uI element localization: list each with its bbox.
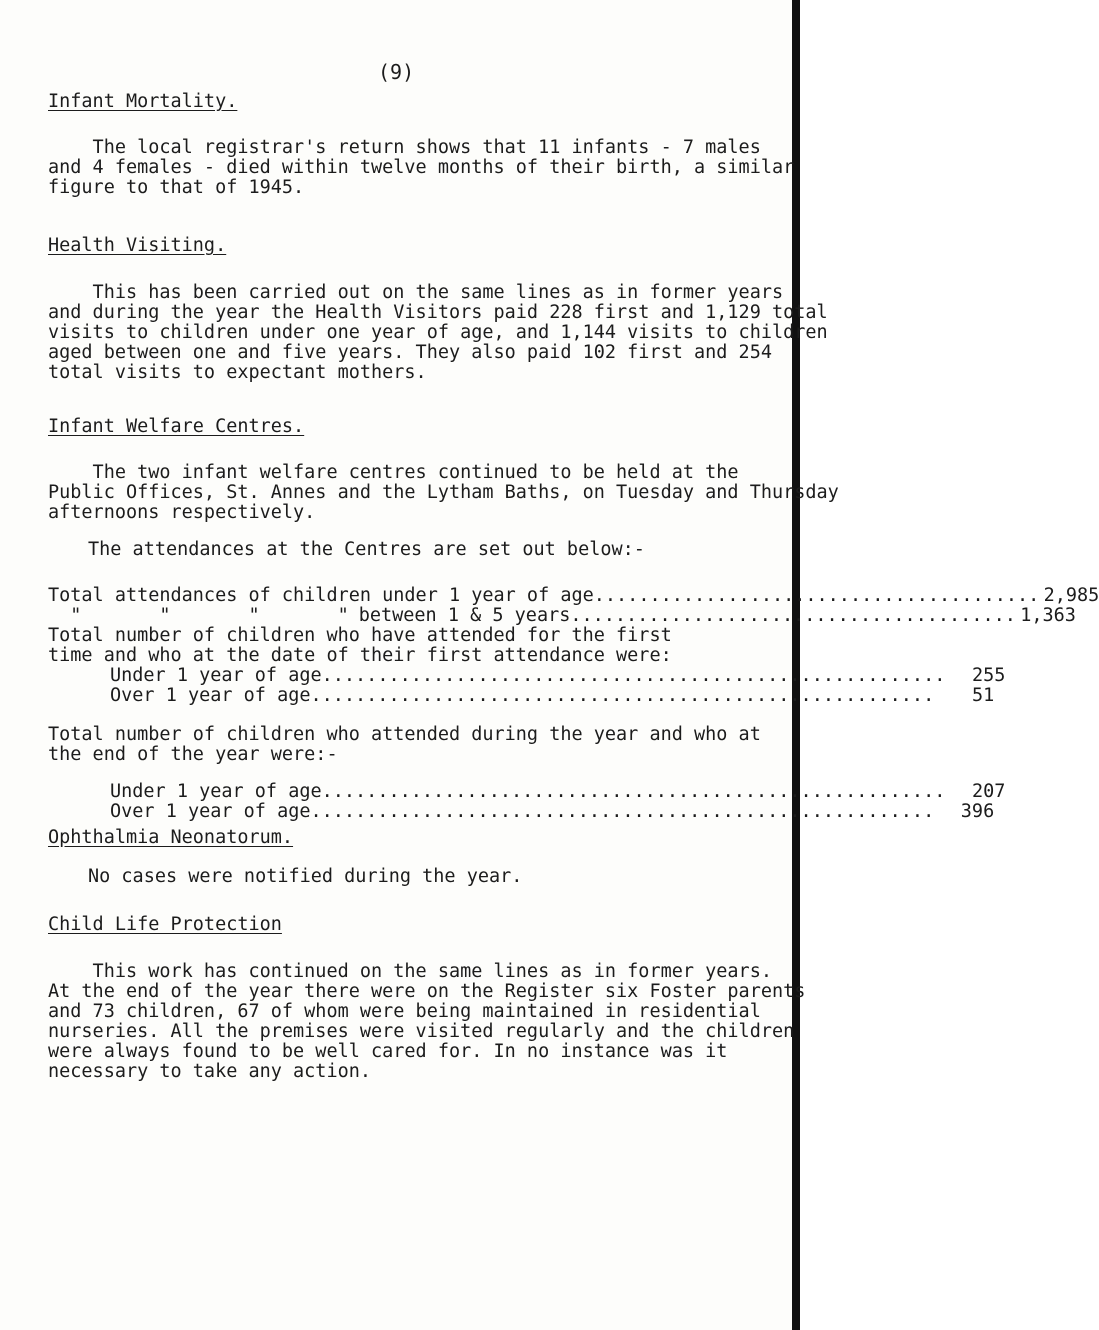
dot-leader: ........................................ (593, 585, 1040, 606)
row-label: Under 1 year of age (110, 665, 322, 686)
text-line: aged between one and five years. They also paid 102 first and 254 (48, 342, 772, 363)
text-line: visits to children under one year of age, and 1,144 visits to children (48, 322, 828, 343)
text-line: total visits to expectant mothers. (48, 362, 427, 383)
text-line: afternoons respectively. (48, 502, 316, 523)
text-line: figure to that of 1945. (48, 177, 305, 198)
paragraph-child-life (48, 961, 806, 1082)
paragraph-infant-welfare (48, 462, 839, 523)
row-label: Over 1 year of age (110, 801, 311, 822)
heading-health-visiting: Health Visiting. (48, 235, 227, 256)
text-line: This has been carried out on the same lines as in former years (48, 282, 784, 303)
row-value: 1,363 (1020, 605, 1076, 626)
heading-ophthalmia-neonatorum: Ophthalmia Neonatorum. (48, 827, 294, 848)
year-end-description (48, 725, 788, 765)
text-line: The two infant welfare centres continued to be held at the (48, 462, 739, 483)
text-line: This work has continued on the same lines as in former years. (48, 961, 772, 982)
row-value: 396 (960, 801, 995, 822)
row-yearend-over-1 (0, 801, 995, 822)
text-line: At the end of the year there were on the Register six Foster parents (48, 981, 806, 1002)
heading-infant-welfare-centres: Infant Welfare Centres. (48, 416, 305, 437)
row-first-over-1 (0, 685, 995, 706)
paragraph-infant-mortality (48, 137, 795, 198)
row-first-under-1 (0, 665, 1006, 686)
heading-infant-mortality: Infant Mortality. (48, 91, 238, 112)
dot-leader: ........................................................ (321, 781, 946, 802)
text-line: The local registrar's return shows that 11 infants - 7 males (48, 137, 761, 158)
text-line: Total number of children who have attended for the first (48, 625, 672, 646)
attendances-intro: The attendances at the Centres are set out below:- (88, 539, 645, 560)
row-value: 255 (971, 665, 1006, 686)
row-label: Under 1 year of age (110, 781, 322, 802)
row-label: Total attendances of children under 1 year of age (48, 585, 594, 606)
row-attendances-1-to-5 (48, 605, 1076, 626)
page-number: (9) (378, 60, 415, 84)
row-yearend-under-1 (0, 781, 1006, 802)
text-line: nurseries. All the premises were visited regularly and the children (48, 1021, 795, 1042)
row-attendances-under-1 (48, 585, 1099, 606)
text-line: and 73 children, 67 of whom were being maintained in residential (48, 1001, 761, 1022)
row-label: Over 1 year of age (110, 685, 311, 706)
dot-leader: ........................................................ (310, 801, 935, 822)
heading-child-life-protection: Child Life Protection (48, 914, 282, 935)
dot-leader: ........................................................ (321, 665, 946, 686)
text-line: necessary to take any action. (48, 1061, 372, 1082)
row-value: 2,985 (1043, 585, 1099, 606)
text-line: and 4 females - died within twelve months of their birth, a similar (48, 157, 795, 178)
text-line: and during the year the Health Visitors paid 228 first and 1,129 total (48, 302, 828, 323)
ophthalmia-text: No cases were notified during the year. (88, 866, 523, 887)
text-line: time and who at the date of their first attendance were: (48, 645, 672, 666)
row-value: 207 (971, 781, 1006, 802)
paragraph-health-visiting (48, 282, 828, 383)
dot-leader: ........................................ (570, 605, 1016, 626)
row-label: between 1 & 5 years (358, 605, 571, 626)
first-time-description (48, 626, 788, 666)
text-line: Public Offices, St. Annes and the Lytham Baths, on Tuesday and Thursday (48, 482, 839, 503)
dot-leader: ........................................................ (310, 685, 935, 706)
text-line: Total number of children who attended during the year and who at (48, 724, 761, 745)
row-value: 51 (971, 685, 995, 706)
ditto-marks: " " " " (48, 605, 349, 626)
text-line: the end of the year were:- (48, 744, 338, 765)
text-line: were always found to be well cared for. In no instance was it (48, 1041, 728, 1062)
